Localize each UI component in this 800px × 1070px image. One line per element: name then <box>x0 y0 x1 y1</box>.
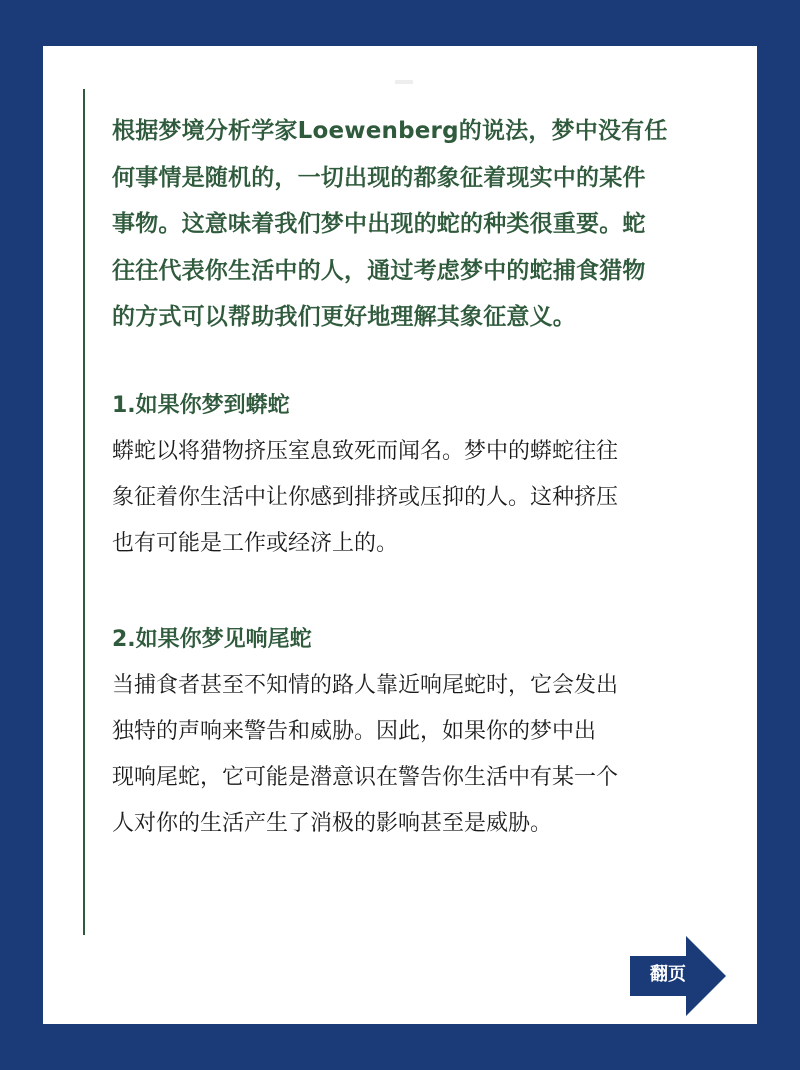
body-line: 也有可能是工作或经济上的。 <box>112 531 399 556</box>
body-line: 蟒蛇以将猎物挤压室息致死而闻名。梦中的蟒蛇往往 <box>112 439 619 464</box>
body-line: 象征着你生活中让你感到排挤或压抑的人。这种挤压 <box>112 485 619 510</box>
intro-line: 根据梦境分析学家Loewenberg的说法，梦中没有任 <box>112 118 668 144</box>
section-heading-python: 1.如果你梦到蟒蛇 <box>112 393 290 418</box>
intro-line: 事物。这意味着我们梦中出现的蛇的种类很重要。蛇 <box>112 211 646 237</box>
section-body-rattlesnake <box>112 663 712 847</box>
body-line: 现响尾蛇，它可能是潜意识在警告你生活中有某一个 <box>112 765 619 790</box>
body-line: 人对你的生活产生了消极的影响甚至是威胁。 <box>112 811 553 836</box>
section-heading-rattlesnake: 2.如果你梦见响尾蛇 <box>112 627 312 652</box>
intro-line: 往往代表你生活中的人，通过考虑梦中的蛇捕食猎物 <box>112 257 646 284</box>
top-decoration <box>395 80 413 84</box>
accent-line <box>83 89 85 935</box>
content-card <box>43 46 757 1024</box>
intro-line: 的方式可以帮助我们更好地理解其象征意义。 <box>112 304 576 330</box>
section-body-python <box>112 429 712 567</box>
body-line: 独特的声响来警告和威胁。因此，如果你的梦中出 <box>112 719 597 744</box>
body-line: 当捕食者甚至不知情的路人靠近响尾蛇时，它会发出 <box>112 673 619 698</box>
intro-paragraph <box>112 108 712 341</box>
next-page-label: 翻页 <box>650 964 686 985</box>
intro-line: 何事情是随机的，一切出现的都象征着现实中的某件 <box>112 164 646 191</box>
next-page-button[interactable] <box>630 936 730 1016</box>
